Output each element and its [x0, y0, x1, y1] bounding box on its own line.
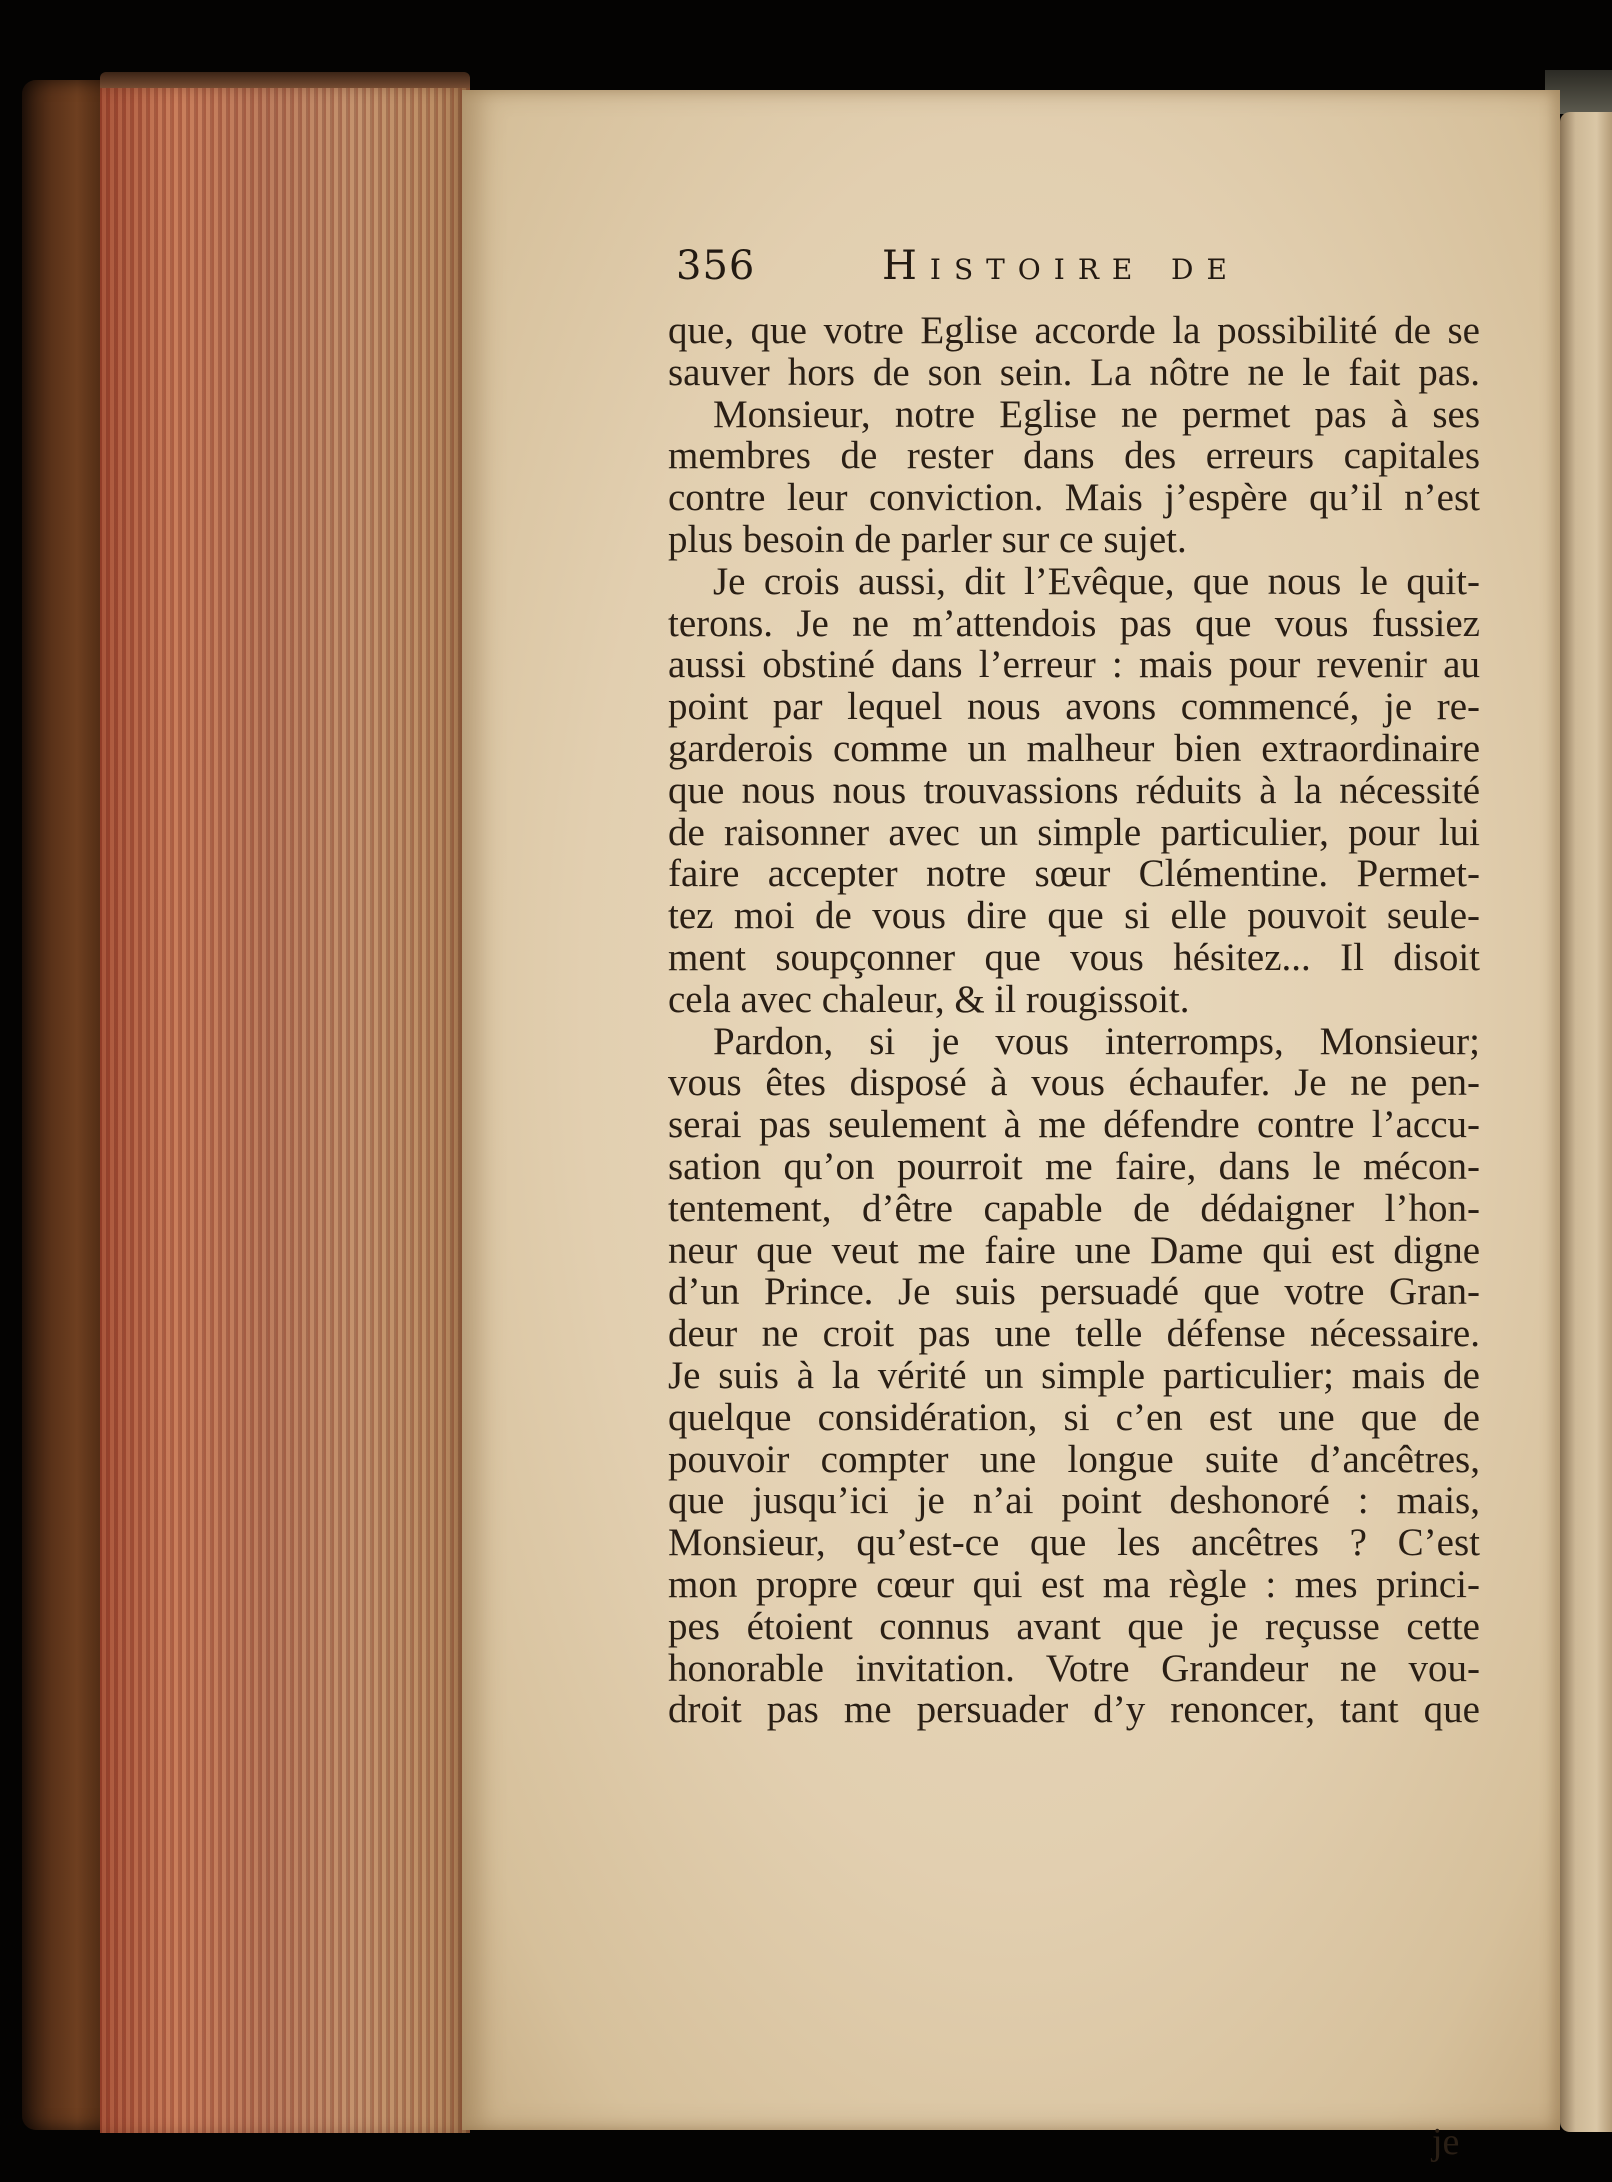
text-line: que, que votre Eglise accorde la possibilité de se	[668, 309, 1480, 352]
text-line: point par lequel nous avons commencé, je re-	[668, 685, 1480, 729]
text-line: faire accepter notre sœur Clémentine. Permet-	[668, 852, 1480, 896]
body-text	[668, 310, 1480, 1731]
text-line: garderois comme un malheur bien extraordinaire	[668, 726, 1480, 770]
text-line: pouvoir compter une longue suite d’ancêtres,	[668, 1437, 1480, 1481]
text-line: plus besoin de parler sur ce sujet.	[668, 517, 1187, 561]
catchword: je	[1432, 2121, 1460, 2163]
text-line: pes étoient connus avant que je reçusse cette	[668, 1604, 1480, 1648]
text-line: aussi obstiné dans l’erreur : mais pour revenir au	[668, 643, 1480, 687]
text-line: Je crois aussi, dit l’Evêque, que nous le quit-	[713, 559, 1480, 603]
text-line: sation qu’on pourroit me faire, dans le mécon-	[668, 1144, 1480, 1188]
text-line: serai pas seulement à me défendre contre l’accu-	[668, 1103, 1480, 1147]
page-header: Histoire de	[882, 243, 1240, 289]
text-line: de raisonner avec un simple particulier, pour lui	[668, 810, 1480, 854]
text-line: vous êtes disposé à vous échaufer. Je ne pen-	[668, 1061, 1480, 1105]
text-line: honorable invitation. Votre Grandeur ne vou-	[668, 1646, 1480, 1690]
text-line: Je suis à la vérité un simple particulier; mais de	[668, 1353, 1480, 1397]
text-line: Monsieur, qu’est-ce que les ancêtres ? C’est	[668, 1521, 1480, 1565]
text-line: deur ne croit pas une telle défense nécessaire.	[668, 1312, 1480, 1356]
text-line: d’un Prince. Je suis persuadé que votre Gran-	[668, 1270, 1480, 1314]
text-line: que nous nous trouvassions réduits à la nécessité	[668, 768, 1480, 812]
text-line: Monsieur, notre Eglise ne permet pas à ses	[713, 392, 1480, 436]
text-line: droit pas me persuader d’y renoncer, tant que	[668, 1688, 1480, 1732]
text-line: que jusqu’ici je n’ai point deshonoré : mais,	[668, 1479, 1480, 1523]
facing-page-sliver	[1560, 112, 1612, 2132]
text-line: tez moi de vous dire que si elle pouvoit seule-	[668, 894, 1480, 938]
page-edges-stack	[100, 88, 470, 2133]
text-line: quelque considération, si c’en est une que de	[668, 1395, 1480, 1439]
text-line: ment soupçonner que vous hésitez... Il disoit	[668, 935, 1480, 979]
text-line: cela avec chaleur, & il rougissoit.	[668, 977, 1190, 1021]
text-line: terons. Je ne m’attendois pas que vous fussiez	[668, 601, 1480, 645]
page-number: 356	[676, 243, 756, 289]
text-line: sauver hors de son sein. La nôtre ne le fait pas.	[668, 350, 1480, 394]
text-line: neur que veut me faire une Dame qui est digne	[668, 1228, 1480, 1272]
text-line: tentement, d’être capable de dédaigner l’hon-	[668, 1186, 1480, 1230]
text-line: contre leur conviction. Mais j’espère qu’il n’est	[668, 476, 1480, 520]
text-line: mon propre cœur qui est ma règle : mes princi-	[668, 1562, 1480, 1606]
text-line: membres de rester dans des erreurs capitales	[668, 434, 1480, 478]
running-head	[676, 243, 1336, 303]
text-line: Pardon, si je vous interromps, Monsieur;	[713, 1019, 1480, 1063]
